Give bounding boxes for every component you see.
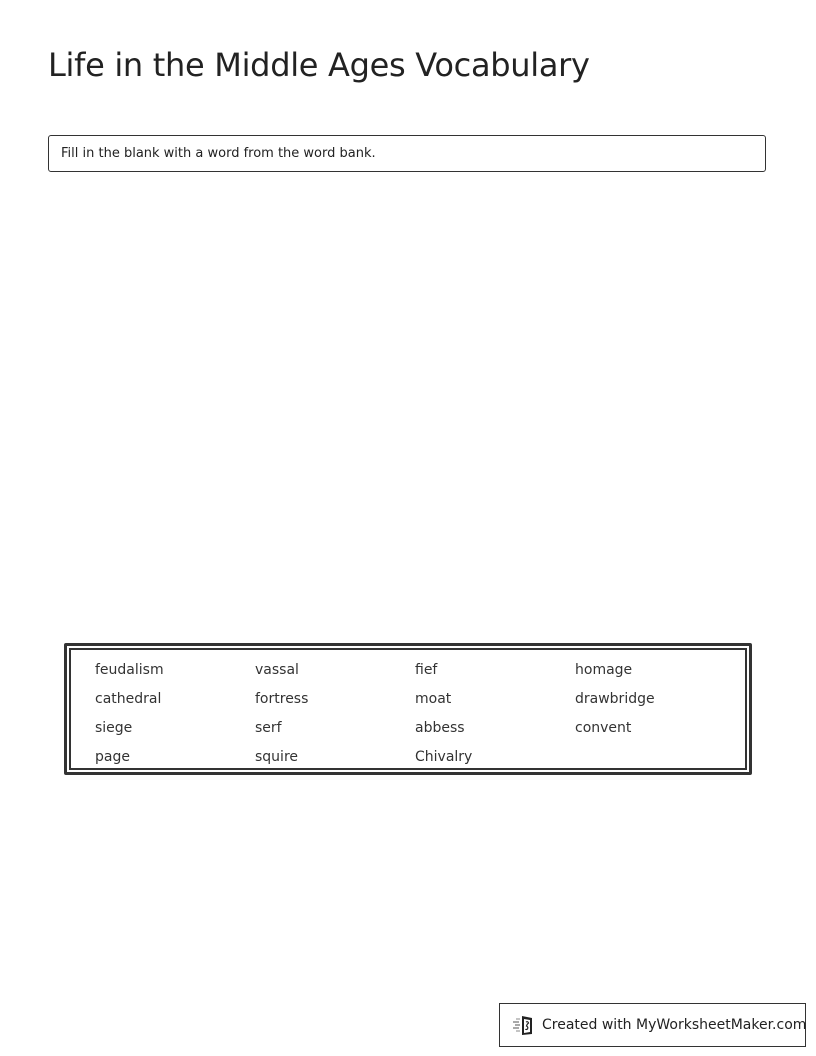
word-bank-item: page (95, 749, 130, 765)
word-bank-item: cathedral (95, 691, 162, 707)
word-bank-item: feudalism (95, 662, 164, 678)
word-bank-item: squire (255, 749, 299, 765)
created-with-label: Created with MyWorksheetMaker.com (542, 1017, 807, 1033)
word-bank-item: Chivalry (415, 749, 473, 765)
myworksheetmaker-logo-icon (512, 1014, 536, 1036)
instructions-box (48, 135, 766, 172)
word-bank-inner-border (69, 648, 747, 770)
word-bank-item: siege (95, 720, 133, 736)
word-bank-item: drawbridge (575, 691, 655, 707)
word-bank-grid (95, 659, 745, 775)
created-with-badge[interactable] (499, 1003, 806, 1047)
word-bank-item: serf (255, 720, 282, 736)
word-bank-item: vassal (255, 662, 299, 678)
word-bank-item: homage (575, 662, 633, 678)
word-bank-item: fortress (255, 691, 309, 707)
word-bank-item: convent (575, 720, 632, 736)
word-bank-item: abbess (415, 720, 465, 736)
word-bank-item: moat (415, 691, 452, 707)
word-bank-item: fief (415, 662, 438, 678)
instructions-text: Fill in the blank with a word from the word bank. (61, 146, 376, 161)
word-bank (64, 643, 752, 775)
page-title: Life in the Middle Ages Vocabulary (48, 46, 590, 84)
